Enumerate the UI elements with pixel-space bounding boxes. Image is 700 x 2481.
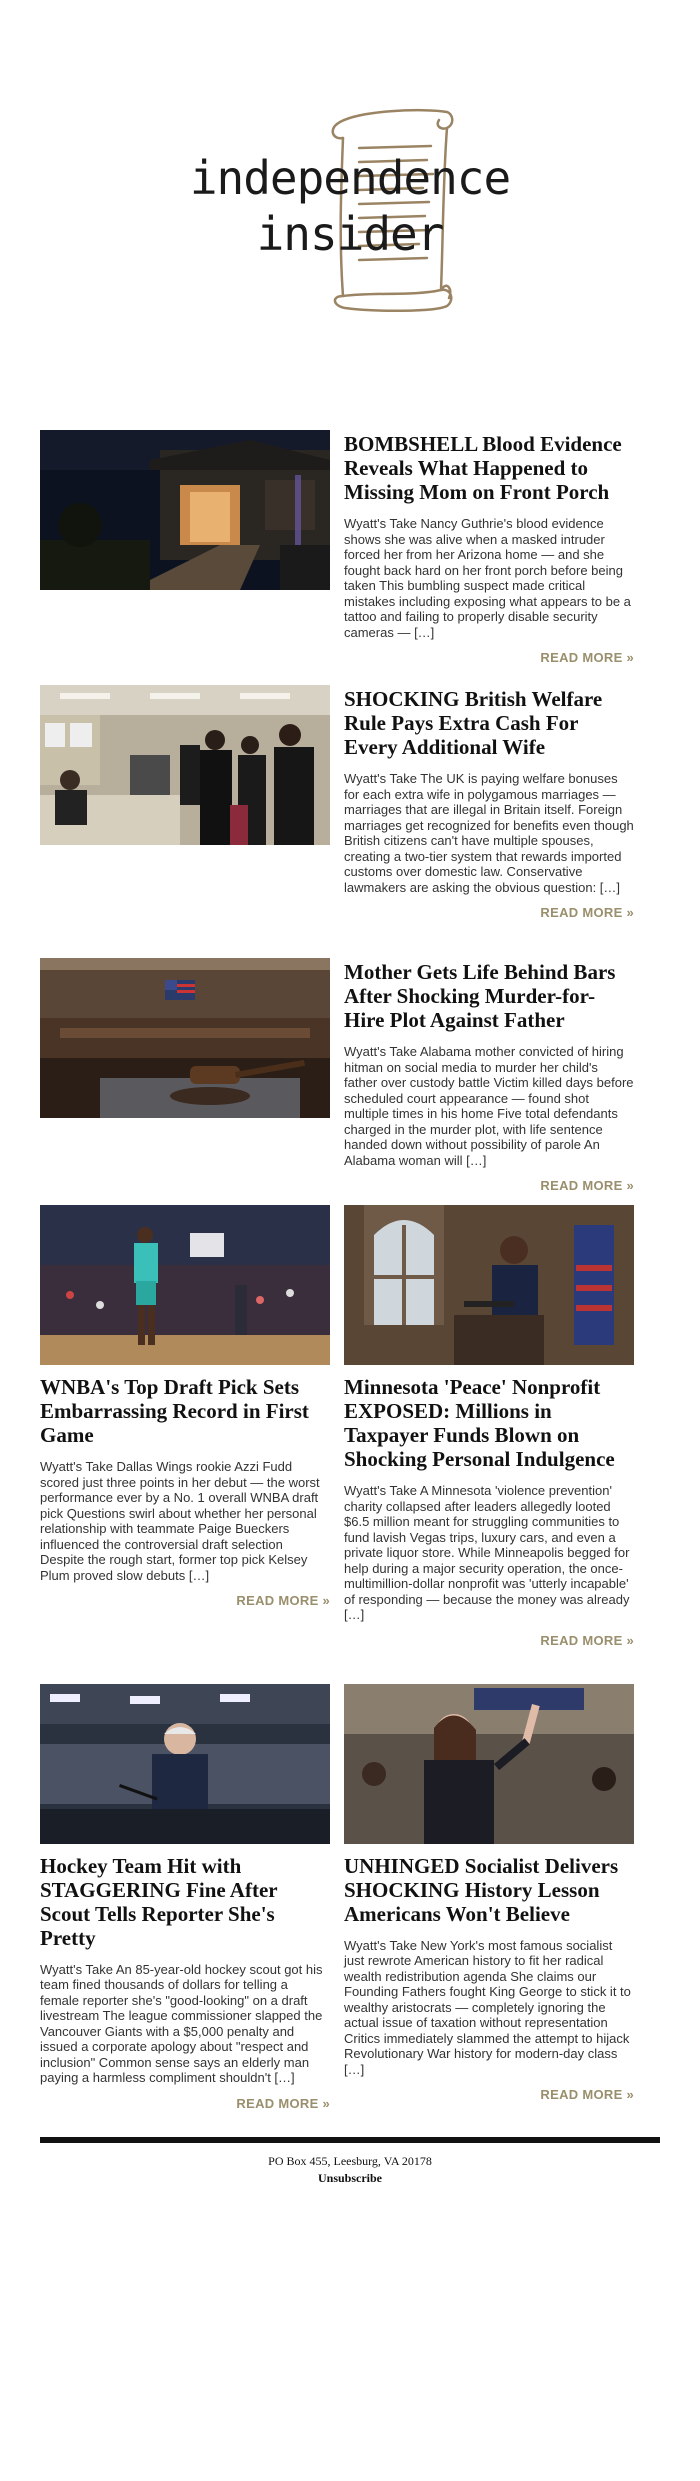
article-headline[interactable]: SHOCKING British Welfare Rule Pays Extra Cash For Every Additional Wife [344, 687, 603, 759]
read-more-link[interactable]: READ MORE » [236, 2095, 330, 2111]
article-excerpt: Wyatt's Take The UK is paying welfare bonuses for each extra wife in polygamous marriages — marriages that are illegal in Britain itself. Foreign marriages get recognized for benefits even though British citizens can't have multiple spouses, creating a two-tier system that rewards imported customs over domestic law. Conservative lawmakers are asking the obvious question: […] [344, 771, 634, 895]
read-more-link[interactable]: READ MORE » [540, 905, 634, 920]
article-excerpt: Wyatt's Take An 85-year-old hockey scout got his team fined thousands of dollars for telling a female reporter she's "good-looking" on a draft livestream The league commissioner slapped the Vancouver Giants with a $5,000 penalty and issued a corporate apology about "respect and inclusion" Common sense says an elderly man paying a harmless compliment shouldn't […] [40, 1961, 323, 2085]
footer-address: PO Box 455, Leesburg, VA 20178 [268, 2153, 432, 2168]
brand-line-2: insider [256, 207, 444, 261]
article-headline[interactable]: UNHINGED Socialist Delivers SHOCKING History Lesson Americans Won't Believe [344, 1853, 619, 1926]
brand-logo[interactable] [40, 150, 660, 262]
article-pair-2 [40, 1684, 660, 2111]
article-3 [40, 958, 660, 1193]
article-image-socialist-speaker[interactable] [344, 1684, 634, 1844]
article-6 [40, 1684, 330, 2111]
article-excerpt: Wyatt's Take Nancy Guthrie's blood evidence shows she was alive when a masked intruder forced her from her Arizona home — and she fought back hard on her front porch before being taken This bumbling suspect made critical mistakes including exposing what appears to be a tattoo and failing to properly disable security cameras — […] [344, 516, 631, 640]
article-headline[interactable]: Hockey Team Hit with STAGGERING Fine After Scout Tells Reporter She's Pretty [40, 1853, 278, 1950]
footer [40, 2143, 660, 2187]
article-5 [344, 1205, 634, 1648]
article-body [344, 430, 634, 665]
article-excerpt: Wyatt's Take New York's most famous socialist just rewrote American history to fit her radical wealth redistribution agenda She claims our Founding Fathers fought King George to stick it to wealthy aristocrats — completely ignoring the actual issue of taxation without representation Critics immediately slammed the attempt to hijack Revolutionary War history for modern-day class […] [344, 1937, 631, 2077]
article-image-podium-speaker[interactable] [344, 1205, 634, 1365]
article-image-house-night-porch[interactable] [40, 430, 330, 590]
article-headline[interactable]: Mother Gets Life Behind Bars After Shocking Murder-for-Hire Plot Against Father [344, 960, 616, 1032]
article-7 [344, 1684, 634, 2111]
article-image-welfare-office[interactable] [40, 685, 330, 845]
article-pair-1 [40, 1205, 660, 1648]
unsubscribe-link[interactable]: Unsubscribe [317, 2170, 382, 2185]
article-4 [40, 1205, 330, 1648]
article-headline[interactable]: WNBA's Top Draft Pick Sets Embarrassing Record in First Game [40, 1375, 309, 1447]
article-excerpt: Wyatt's Take Dallas Wings rookie Azzi Fudd scored just three points in her debut — the worst performance ever by a No. 1 overall WNBA draft pick Questions swirl about whether her personal relationship with teammate Paige Bueckers influenced the controversial draft selection Despite the rough start, former top pick Kelsey Plum proved slow debuts […] [40, 1459, 320, 1583]
read-more-link[interactable]: READ MORE » [540, 1632, 634, 1648]
article-2 [40, 685, 660, 920]
article-excerpt: Wyatt's Take Alabama mother convicted of hiring hitman on social media to murder her child's father over custody battle Victim killed days before scheduled court appearance — found shot multiple times in his home Five total defendants charged in the murder plot, with life sentence handed down without possibility of parole An Alabama woman will […] [344, 1044, 634, 1168]
article-headline[interactable]: BOMBSHELL Blood Evidence Reveals What Happened to Missing Mom on Front Porch [344, 432, 622, 504]
read-more-link[interactable]: READ MORE » [540, 2087, 634, 2102]
article-body [344, 685, 634, 920]
article-image-hockey-scout[interactable] [40, 1684, 330, 1844]
read-more-link[interactable]: READ MORE » [540, 650, 634, 665]
article-headline[interactable]: Minnesota 'Peace' Nonprofit EXPOSED: Millions in Taxpayer Funds Blown on Shocking Personal Indulgence [344, 1375, 615, 1471]
newsletter [40, 0, 660, 2187]
brand-line-1: independence [189, 151, 511, 205]
read-more-link[interactable]: READ MORE » [236, 1593, 330, 1608]
article-body [344, 958, 634, 1193]
article-image-courtroom-gavel[interactable] [40, 958, 330, 1118]
article-image-basketball-player[interactable] [40, 1205, 330, 1365]
read-more-link[interactable]: READ MORE » [540, 1178, 634, 1193]
article-excerpt: Wyatt's Take A Minnesota 'violence prevention' charity collapsed after leaders allegedly looted $6.5 million meant for struggling communities to fund lavish Vegas trips, luxury cars, and even a private liquor store. While Minneapolis begged for help during a major security operation, the once-multimillion-dollar nonprofit was 'utterly incapable' of responding — because the money was already […] [344, 1483, 630, 1622]
article-1 [40, 430, 660, 665]
masthead [40, 0, 660, 430]
